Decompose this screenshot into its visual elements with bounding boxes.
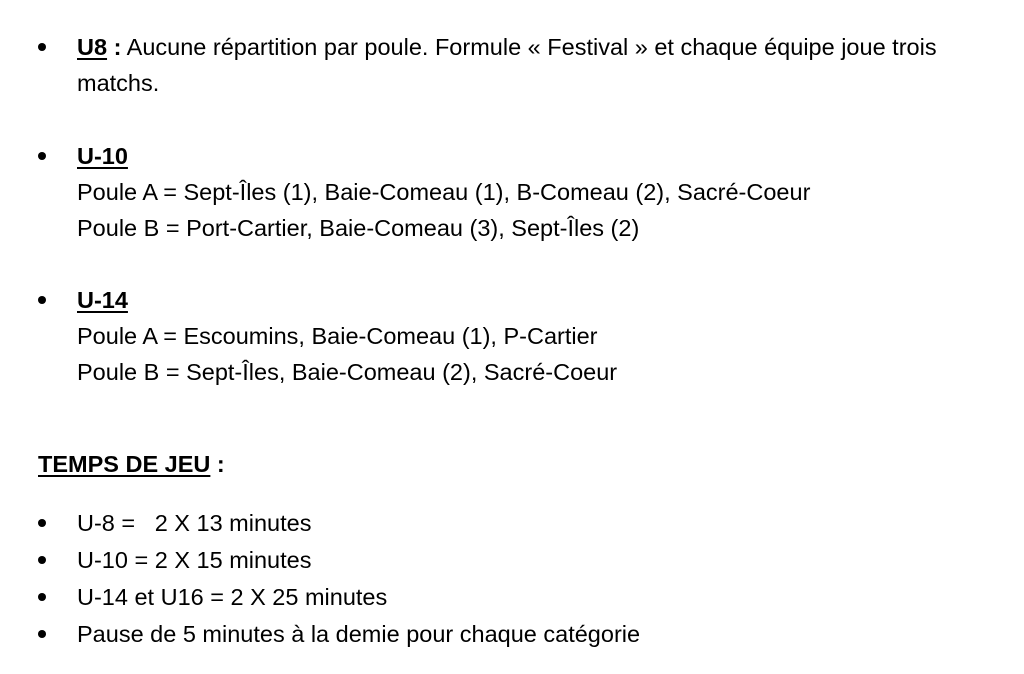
bullet-u14 bbox=[38, 296, 46, 304]
time-item-u8: U-8 = 2 X 13 minutes bbox=[77, 510, 312, 536]
category-u8 bbox=[77, 29, 1012, 101]
game-time-title-text: TEMPS DE JEU bbox=[38, 451, 211, 477]
game-time-title-colon: : bbox=[210, 451, 225, 477]
category-u10 bbox=[77, 138, 1012, 246]
category-u8-paragraph bbox=[77, 29, 1012, 101]
bullet-time-u8 bbox=[38, 519, 46, 527]
u14-poule-b: Poule B = Sept-Îles, Baie-Comeau (2), Sacré-Coeur bbox=[77, 359, 618, 385]
category-u10-heading: U-10 bbox=[77, 143, 128, 169]
time-item-u10: U-10 = 2 X 15 minutes bbox=[77, 547, 312, 573]
u10-poule-a: Poule A = Sept-Îles (1), Baie-Comeau (1), B-Comeau (2), Sacré-Coeur bbox=[77, 179, 811, 205]
game-time-title bbox=[38, 446, 225, 482]
category-u8-text: Aucune répartition par poule. Formule « Festival » et chaque équipe joue trois matchs. bbox=[77, 34, 937, 96]
u14-poule-a: Poule A = Escoumins, Baie-Comeau (1), P-Cartier bbox=[77, 323, 598, 349]
category-u14-heading: U-14 bbox=[77, 287, 128, 313]
bullet-u10 bbox=[38, 152, 46, 160]
bullet-time-pause bbox=[38, 630, 46, 638]
time-item-u14-u16: U-14 et U16 = 2 X 25 minutes bbox=[77, 584, 388, 610]
bullet-time-u14-u16 bbox=[38, 593, 46, 601]
bullet-time-u10 bbox=[38, 556, 46, 564]
time-item-pause: Pause de 5 minutes à la demie pour chaque catégorie bbox=[77, 621, 641, 647]
category-u14 bbox=[77, 282, 1012, 390]
category-u8-colon: : bbox=[107, 34, 122, 60]
category-u8-heading: U8 bbox=[77, 34, 108, 60]
bullet-u8 bbox=[38, 43, 46, 51]
u10-poule-b: Poule B = Port-Cartier, Baie-Comeau (3), Sept-Îles (2) bbox=[77, 215, 640, 241]
